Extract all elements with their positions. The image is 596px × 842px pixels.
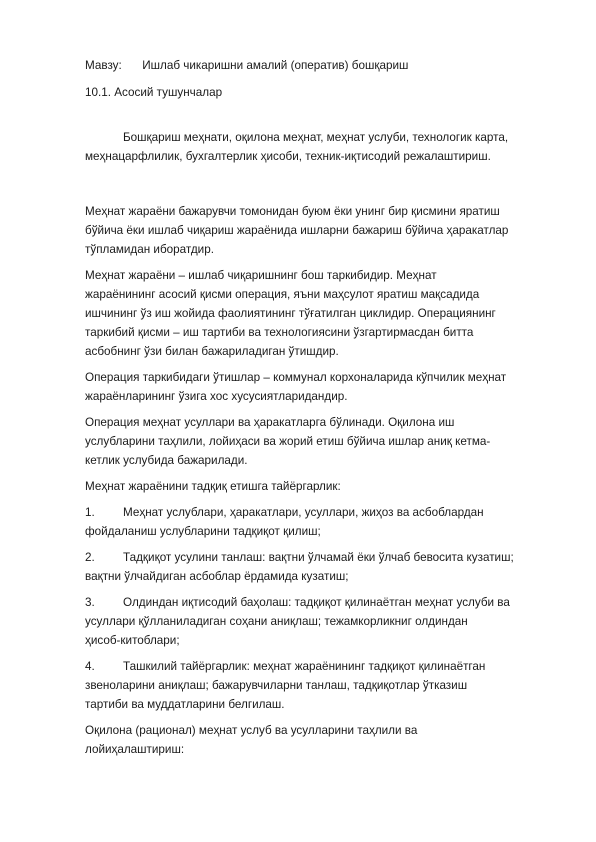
- topic-title: Ишлаб чикаришни амалий (оператив) бошқариш: [142, 59, 409, 72]
- paragraph-line: ишчининг ўз иш жойида фаолиятининг тўғатилган циклидир. Операциянинг: [85, 307, 496, 320]
- paragraph-line: жараёнининг асосий қисми операция, яъни маҳсулот яратиш мақсадида: [85, 288, 480, 301]
- keywords-line: Бошқариш меҳнати, оқилона меҳнат, меҳнат услуби, технологик карта,: [123, 131, 509, 144]
- topic-line: [85, 56, 544, 75]
- list-item-line: Олдиндан иқтисодий баҳолаш: тадқиқот қилинаётган меҳнат услуби ва: [123, 596, 510, 609]
- paragraph-line: Операция меҳнат усуллари ва ҳаракатларга бўлинади. Оқилона иш: [85, 416, 455, 429]
- list-item: [85, 503, 544, 541]
- preparation-list: [85, 503, 544, 714]
- list-item: [85, 593, 544, 650]
- paragraph-line: асбобнинг ўзи билан бажариладиган ўтишдир.: [85, 345, 339, 358]
- paragraph-line: Операция таркибидаги ўтишлар – коммунал корхоналарида кўпчилик меҳнат: [85, 371, 507, 384]
- paragraph-line: жараёнларининг ўзига хос хусусиятларидандир.: [85, 390, 348, 403]
- paragraph-line: Меҳнат жараёнини тадқиқ етишга тайёргарлик:: [85, 480, 341, 493]
- paragraph-labor-process: [85, 202, 544, 259]
- list-item: [85, 657, 544, 714]
- paragraph-line: услубларини таҳлили, лойиҳаси ва жорий етиш бўйича ишлар аниқ кетма-: [85, 435, 491, 448]
- list-item-line: звеноларини аниқлаш; бажарувчиларни танлаш, тадқиқотлар ўтказиш: [85, 679, 468, 692]
- paragraph-line: бўйича ёки ишлаб чиқариш жараёнида ишларни бажариш бўйича ҳаракатлар: [85, 224, 509, 237]
- list-item-line: фойдаланиш услубларини тадқиқот қилиш;: [85, 525, 321, 538]
- list-item-line: вақтни ўлчайдиган асбоблар ёрдамида кузатиш;: [85, 570, 349, 583]
- paragraph-methods: [85, 413, 544, 470]
- paragraph-line: Меҳнат жараёни бажарувчи томонидан буюм ёки унинг бир қисмини яратиш: [85, 205, 500, 218]
- paragraph-line: лойиҳалаштириш:: [85, 743, 185, 756]
- keywords-line: меҳнацарфлилик, бухгалтерлик ҳисоби, техник-иқтисодий режалаштириш.: [85, 150, 491, 163]
- topic-label: Мавзу:: [85, 59, 122, 72]
- list-item-line: Тадқиқот усулини танлаш: вақтни ўлчамай ёки ўлчаб бевосита кузатиш;: [123, 551, 514, 564]
- paragraph-line: кетлик услубида бажарилади.: [85, 454, 248, 467]
- list-item-line: Меҳнат услублари, ҳаракатлари, усуллари, жиҳоз ва асбоблардан: [123, 506, 484, 519]
- paragraph-line: Оқилона (рационал) меҳнат услуб ва усулларини таҳлили ва: [85, 724, 418, 737]
- section-heading: 10.1. Асосий тушунчалар: [85, 86, 223, 99]
- paragraph-line: тўпламидан иборатдир.: [85, 243, 214, 256]
- list-item-number: 3.: [85, 596, 95, 609]
- list-item-line: Ташкилий тайёргарлик: меҳнат жараёнининг тадқиқот қилинаётган: [123, 660, 486, 673]
- paragraph-operation: [85, 266, 544, 361]
- list-item-number: 1.: [85, 506, 95, 519]
- paragraph-line: Меҳнат жараёни – ишлаб чиқаришнинг бош таркибидир. Меҳнат: [85, 269, 437, 282]
- list-item: [85, 548, 544, 586]
- list-item-line: ҳисоб-китоблари;: [85, 634, 180, 647]
- keywords-paragraph: [85, 128, 544, 166]
- closing-paragraph: [85, 721, 544, 759]
- paragraph-preparation-intro: [85, 477, 544, 496]
- list-item-number: 2.: [85, 551, 95, 564]
- list-item-number: 4.: [85, 660, 95, 673]
- paragraph-transitions: [85, 368, 544, 406]
- paragraph-line: таркибий қисми – иш тартиби ва технологиясини ўзгартирмасдан битта: [85, 326, 474, 339]
- list-item-line: тартиби ва муддатларини белгилаш.: [85, 698, 285, 711]
- list-item-line: усуллари қўлланиладиган соҳани аниқлаш; тежамкорликниг олдиндан: [85, 615, 468, 628]
